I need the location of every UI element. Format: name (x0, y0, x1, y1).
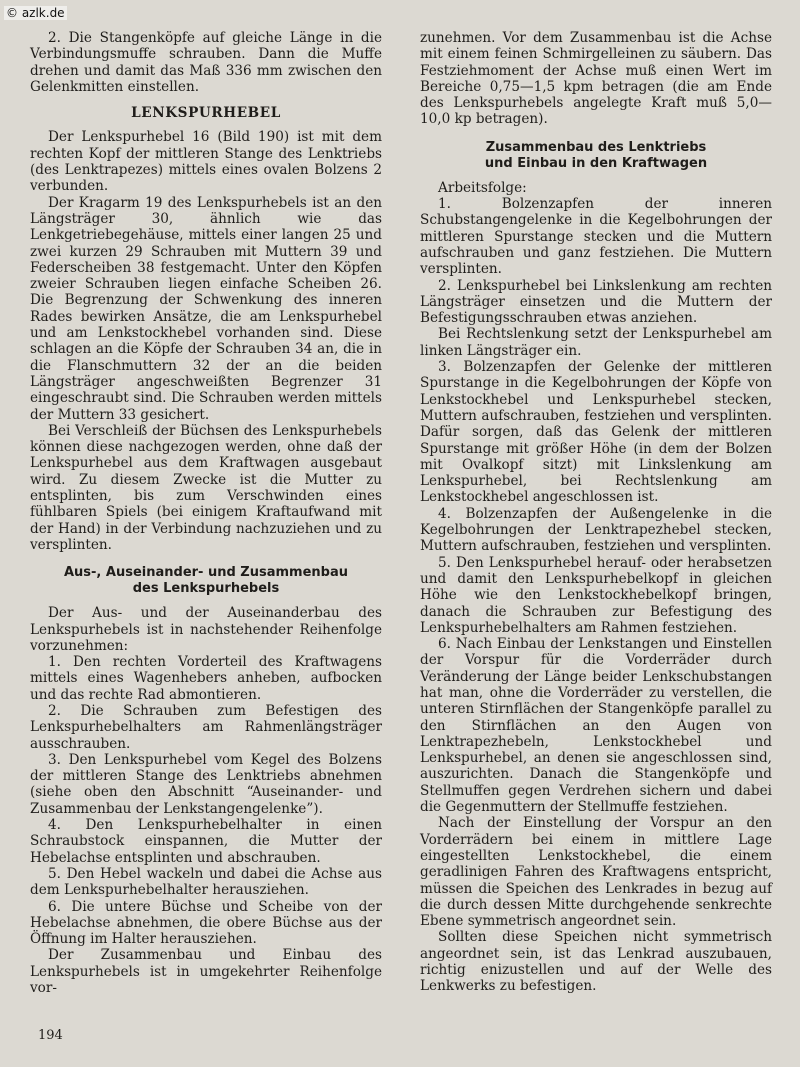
heading-line: und Einbau in den Kraftwagen (484, 155, 708, 171)
list-item: 1. Bolzenzapfen der inneren Schubstangengelenke in die Kegelbohrungen der mittleren Spurstange stecken und die Muttern aufschrauben und ganz festziehen. Die Muttern versplinten. (420, 196, 772, 278)
paragraph: Der Lenkspurhebel 16 (Bild 190) ist mit dem rechten Kopf der mittleren Stange des Lenktriebs (des Lenktrapezes) mittels eines ovalen Bolzens 2 verbunden. (30, 129, 382, 195)
list-item: 6. Nach Einbau der Lenkstangen und Einstellen der Vorspur für die Vorderräder durch Veränderung der Länge beider Lenkschubstangen hat man, ohne die Vorderräder zu verstellen, die unteren Stirnflächen der Stangenköpfe parallel zu den Stirnflächen an den Augen von Lenktrapezhebeln, Lenkstockhebel und Lenkspurhebel, an denen sie angeschlossen sind, auszurichten. Danach die Stangenköpfe und Stellmuffen gegen Verdrehen sichern und dabei die Gegenmuttern der Stellmuffe festziehen. (420, 636, 772, 816)
paragraph-label: Arbeitsfolge: (438, 179, 527, 196)
list-item: 3. Den Lenkspurhebel vom Kegel des Bolzens der mittleren Stange des Lenktriebs abnehmen (siehe oben den Abschnitt “Auseinander- und Zusammenbau der Lenkstangengelenke”). (30, 751, 382, 817)
watermark: © azlk.de (6, 6, 65, 20)
paragraph: 2. Die Stangenköpfe auf gleiche Länge in die Verbindungsmuffe schrauben. Dann die Muffe drehen und damit das Maß 336 mm zwischen den Gelenkmitten einstellen. (30, 30, 382, 95)
page-number: 194 (38, 1028, 63, 1043)
heading-line: des Lenkspurhebels (132, 581, 280, 597)
paragraph: zunehmen. Vor dem Zusammenbau ist die Achse mit einem feinen Schmirgelleinen zu säubern. Das Festziehmoment der Achse muß einen Wert im Bereiche 0,75—1,5 kpm betragen (die am Ende des Lenkspurhebels angelegte Kraft muß 5,0—10,0 kp betragen). (420, 30, 772, 128)
list-item: 1. Den rechten Vorderteil des Kraftwagens mittels eines Wagenhebers anheben, aufbocken und das rechte Rad abmontieren. (30, 654, 382, 703)
left-column (30, 30, 382, 996)
right-column (420, 30, 772, 995)
list-item: 5. Den Hebel wackeln und dabei die Achse aus dem Lenkspurhebelhalter herausziehen. (30, 865, 382, 899)
list-item: 2. Die Schrauben zum Befestigen des Lenkspurhebelhalters am Rahmenlängsträger ausschrauben. (30, 702, 382, 752)
section-heading-lenkspurhebel: LENKSPURHEBEL (131, 105, 281, 122)
section-heading-ausbau (30, 565, 382, 597)
paragraph: Der Aus- und der Auseinanderbau des Lenkspurhebels ist in nachstehender Reihenfolge vorzunehmen: (30, 605, 382, 654)
section-heading-zusammenbau (420, 140, 772, 172)
paragraph: Nach der Einstellung der Vorspur an den Vorderrädern bei einem in mittlere Lage eingestellten Lenkstockhebel, die einem geradlinigen Fahren des Kraftwagens entspricht, müssen die Speichen des Lenkrades in bezug auf die durch dessen Mitte durchgehende senkrechte Ebene symmetrisch angeordnet sein. (420, 815, 772, 930)
list-item: 4. Den Lenkspurhebelhalter in einen Schraubstock einspannen, die Mutter der Hebelachse entsplinten und abschrauben. (30, 817, 382, 866)
paragraph: Bei Verschleiß der Büchsen des Lenkspurhebels können diese nachgezogen werden, ohne daß der Lenkspurhebel aus dem Kraftwagen ausgebaut wird. Zu diesem Zwecke ist die Mutter zu entsplinten, bis zum Verschwinden eines fühlbaren Spiels (bei einigem Kraftaufwand mit der Hand) in der Verbindung nachzuziehen und zu versplinten. (30, 422, 382, 553)
list-item: 2. Lenkspurhebel bei Linkslenkung am rechten Längsträger einsetzen und die Muttern der Befestigungsschrauben etwas anziehen. (420, 277, 772, 327)
paragraph: Der Zusammenbau und Einbau des Lenkspurhebels ist in umgekehrter Reihenfolge vor- (30, 947, 382, 997)
list-item: 5. Den Lenkspurhebel herauf- oder herabsetzen und damit den Lenkspurhebelkopf in gleichen Höhe wie den Lenkstockhebelkopf bringen, danach die Schrauben zur Befestigung des Lenkspurhebelhalters am Rahmen festziehen. (420, 554, 772, 636)
list-item: 4. Bolzenzapfen der Außengelenke in die Kegelbohrungen der Lenktrapezhebel stecken, Muttern aufschrauben, festziehen und versplinten. (420, 505, 772, 555)
list-item: 3. Bolzenzapfen der Gelenke der mittleren Spurstange in die Kegelbohrungen der Köpfe von Lenkstockhebel und Lenkspurhebel stecken, Muttern aufschrauben, festziehen und versplinten. Dafür sorgen, daß das Gelenk der mittleren Spurstange mit größer Höhe (in dem der Bolzen mit Ovalkopf sitzt) mit Linkslenkung am Lenkspurhebel, bei Rechtslenkung am Lenkstockhebel angeschlossen ist. (420, 359, 772, 506)
paragraph: Bei Rechtslenkung setzt der Lenkspurhebel am linken Längsträger ein. (420, 326, 772, 359)
heading-line: Aus-, Auseinander- und Zusammenbau (63, 565, 348, 581)
paragraph: Sollten diese Speichen nicht symmetrisch angeordnet sein, ist das Lenkrad auszubauen, richtig enizustellen und auf der Welle des Lenkwerks zu befestigen. (420, 929, 772, 995)
heading-line: Zusammenbau des Lenktriebs (485, 139, 707, 155)
paragraph: Der Kragarm 19 des Lenkspurhebels ist an den Längsträger 30, ähnlich wie das Lenkgetriebegehäuse, mittels einer langen 25 und zwei kurzen 29 Schrauben mit Muttern 39 und Federscheiben 38 festgemacht. Unter den Köpfen zweier Schrauben liegen einfache Scheiben 26. Die Begrenzung der Schwenkung des inneren Rades bewirken Ansätze, die am Lenkspurhebel und am Lenkstockhebel vorhanden sind. Diese schlagen an die Köpfe der Schrauben 34 an, die in die Flanschmuttern 32 der an die beiden Längsträger angeschweißten Begrenzer 31 eingeschraubt sind. Die Schrauben werden mittels der Muttern 33 gesichert. (30, 194, 382, 423)
list-item: 6. Die untere Büchse und Scheibe von der Hebelachse abnehmen, die obere Büchse aus der Öffnung im Halter herausziehen. (30, 898, 382, 948)
